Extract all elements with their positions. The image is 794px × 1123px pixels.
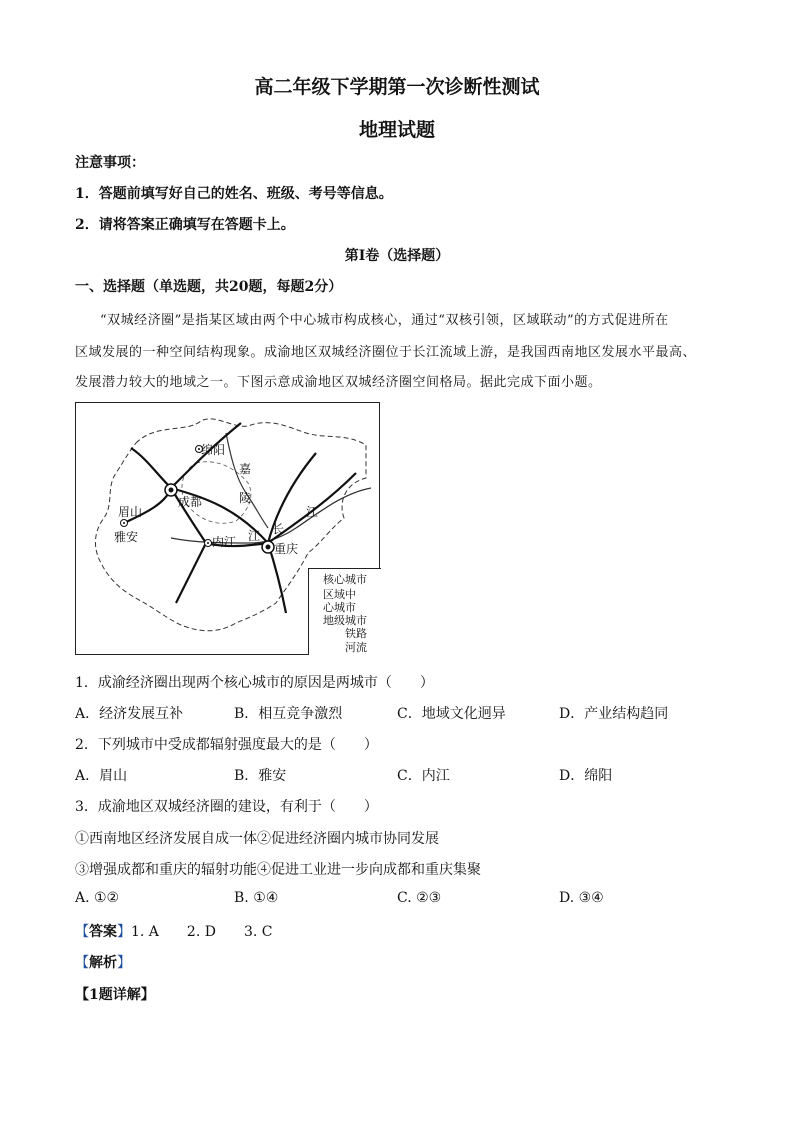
part-heading: 一、选择题（单选题，共20题，每题2分）	[75, 279, 343, 295]
page-subtitle: 地理试题	[358, 119, 435, 141]
passage-line-2: 区域发展的一种空间结构现象。成渝地区双城经济圈位于长江流域上游，是我国西南地区发展水平最高、	[75, 345, 697, 360]
analysis-bracket-open: 【	[75, 955, 89, 971]
map-label-neijiang: 内江	[212, 535, 237, 549]
detail-heading: 【1题详解】	[75, 987, 155, 1003]
core-city-marker	[169, 488, 174, 493]
map-label-yaan: 雅安	[114, 530, 139, 544]
rail-line	[176, 543, 206, 603]
answer-values: 1. A 2. D 3. C	[131, 924, 273, 940]
question-3-stem: 3．成渝地区双城经济圈的建设，有利于（ ）	[75, 799, 378, 815]
map-label-jiang-2: 江	[248, 529, 261, 543]
prefecture-city-marker	[198, 448, 200, 450]
map-label-chengdu: 成都	[178, 495, 203, 509]
map-label-jiang-1: 江	[306, 505, 319, 519]
q2-option-a: A．眉山	[75, 768, 128, 784]
q1-option-b: B．相互竞争激烈	[234, 706, 343, 722]
map-label-meishan: 眉山	[118, 505, 143, 519]
q3-option-c: C. ②③	[397, 890, 442, 906]
legend-prefecture: 地级城市	[323, 614, 367, 627]
map-label-chongqing: 重庆	[274, 542, 299, 556]
q1-option-a: A．经济发展互补	[75, 706, 184, 722]
q2-option-b: B．雅安	[234, 768, 287, 784]
volume-heading: 第Ⅰ卷（选择题）	[344, 248, 450, 264]
q2-option-d: D．绵阳	[559, 768, 613, 784]
answer-bracket-open: 【	[75, 924, 89, 940]
notice-item-1: 1．答题前填写好自己的姓名、班级、考号等信息。	[75, 186, 393, 202]
legend-river: 河流	[345, 641, 367, 654]
notice-item-2: 2．请将答案正确填写在答题卡上。	[75, 217, 295, 233]
page-title: 高二年级下学期第一次诊断性测试	[254, 76, 540, 98]
map-label-ling: 陵	[239, 491, 252, 505]
passage-line-1: “双城经济圈”是指某区域由两个中心城市构成核心，通过“双核引领，区域联动”的方式促进所在	[100, 313, 669, 328]
q3-option-b: B. ①④	[234, 890, 279, 906]
q3-statement-line-1: ①西南地区经济发展自成一体②促进经济圈内城市协同发展	[75, 831, 439, 847]
map-legend	[308, 568, 381, 655]
legend-regional-1: 区域中	[323, 588, 356, 601]
answer-line	[75, 921, 272, 941]
q3-option-d: D. ③④	[559, 890, 604, 906]
core-city-marker	[266, 545, 271, 550]
q1-option-c: C．地域文化迥异	[397, 706, 506, 722]
cheng-yu-map	[75, 402, 380, 655]
legend-core: 核心城市	[323, 573, 367, 586]
map-label-mianyang: 绵阳	[201, 443, 226, 457]
question-2-stem: 2．下列城市中受成都辐射强度最大的是（ ）	[75, 737, 378, 753]
prefecture-city-marker	[123, 522, 125, 524]
map-label-chang: 长	[272, 522, 285, 536]
analysis-line	[75, 952, 131, 972]
answer-bracket-close: 】	[117, 924, 131, 940]
q3-statement-line-2: ③增强成都和重庆的辐射功能④促进工业进一步向成都和重庆集聚	[75, 862, 481, 878]
analysis-bracket-close: 】	[117, 955, 131, 971]
answer-label: 答案	[89, 924, 117, 940]
q3-option-a: A. ①②	[75, 890, 120, 906]
legend-rail: 铁路	[345, 627, 367, 640]
question-1-stem: 1．成渝经济圈出现两个核心城市的原因是两城市（ ）	[75, 675, 434, 691]
prefecture-city-marker	[207, 542, 209, 544]
notice-heading: 注意事项：	[75, 155, 145, 171]
legend-regional-2: 心城市	[323, 601, 356, 614]
analysis-label: 解析	[89, 955, 117, 971]
q1-option-d: D．产业结构趋同	[559, 706, 669, 722]
q2-option-c: C．内江	[397, 768, 450, 784]
rail-line	[131, 448, 171, 488]
passage-line-3: 发展潜力较大的地域之一。下图示意成渝地区双城经济圈空间格局。据此完成下面小题。	[75, 375, 602, 390]
map-label-jia: 嘉	[239, 462, 252, 476]
